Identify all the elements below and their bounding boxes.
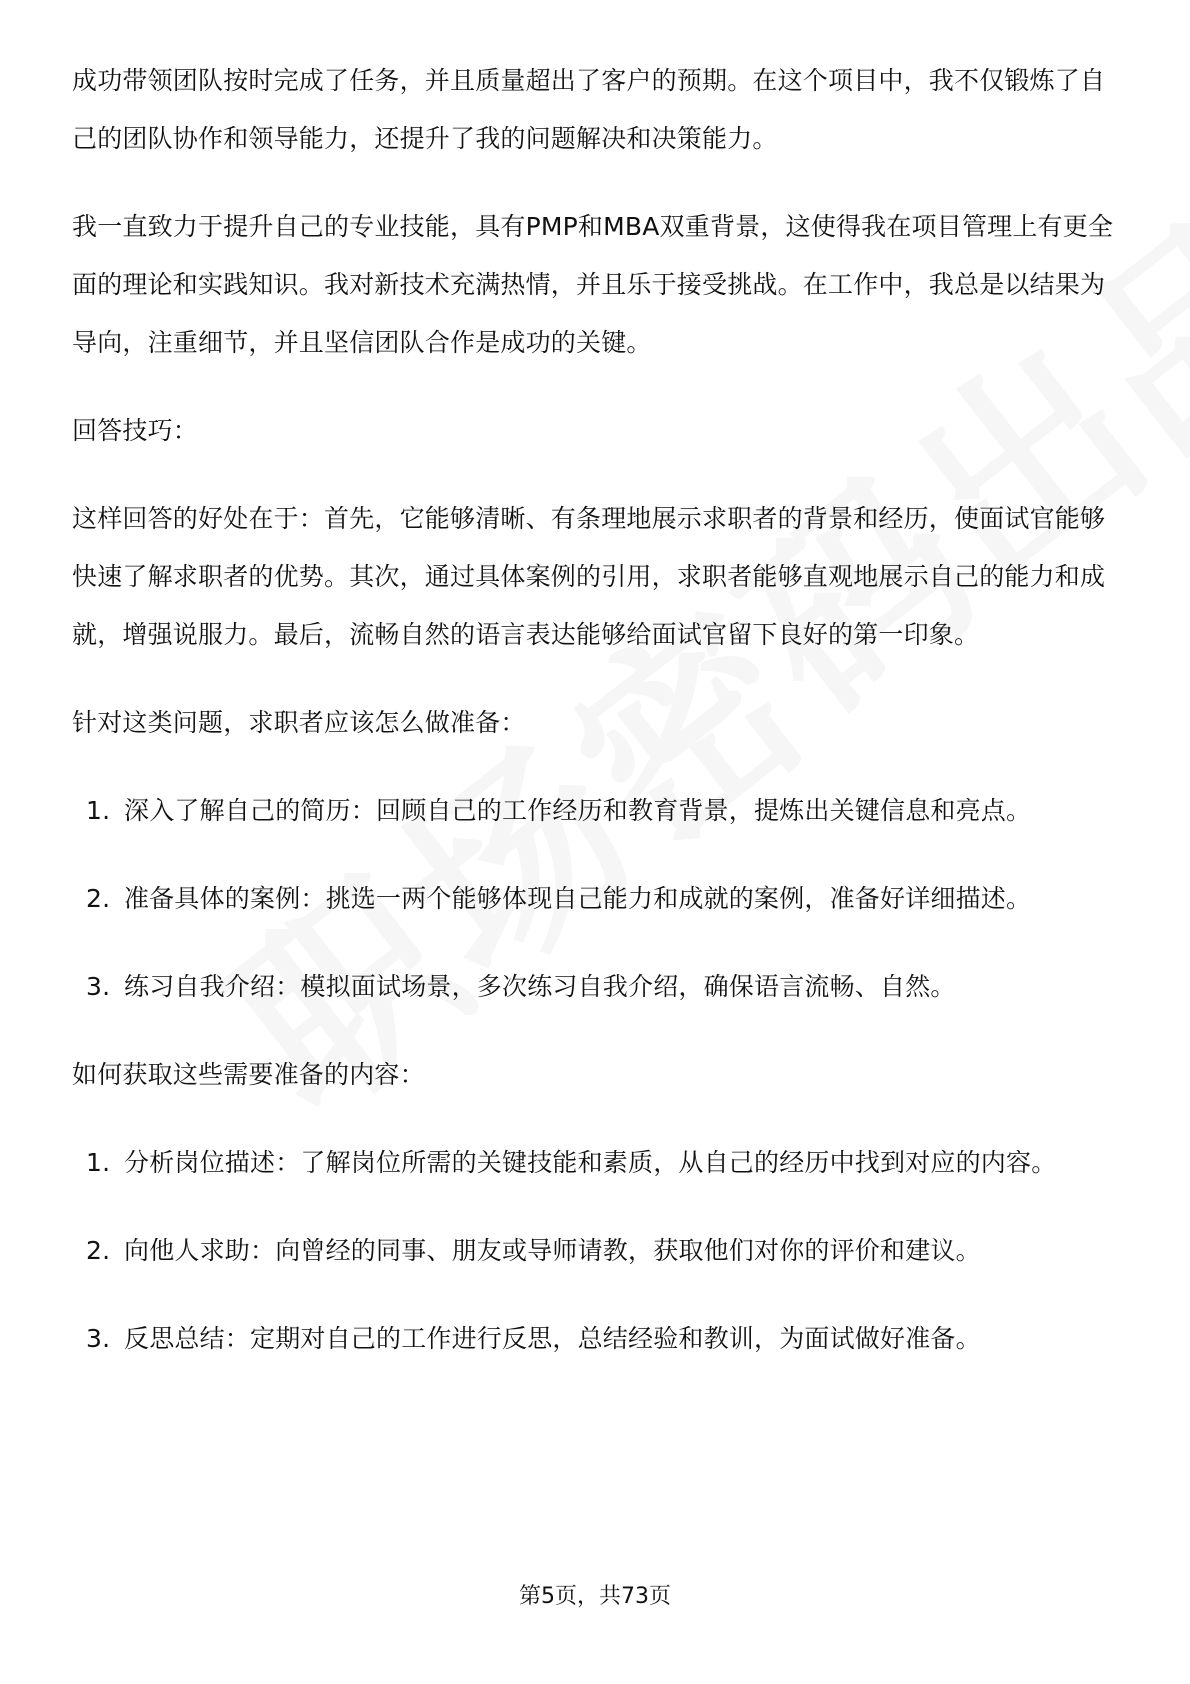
obtain-heading: 如何获取这些需要准备的内容： <box>72 1060 425 1089</box>
list-item <box>72 782 1118 840</box>
list-item-text: 反思总结：定期对自己的工作进行反思，总结经验和教训，为面试做好准备。 <box>124 1324 981 1353</box>
list-item-text: 准备具体的案例：挑选一两个能够体现自己能力和成就的案例，准备好详细描述。 <box>124 884 1032 913</box>
list-item <box>72 1134 1118 1192</box>
list-item <box>72 870 1118 928</box>
obtain-list <box>72 1134 1118 1368</box>
document-body <box>72 52 1118 1398</box>
paragraph-self-description: 我一直致力于提升自己的专业技能，具有PMP和MBA双重背景，这使得我在项目管理上有更全面的理论和实践知识。我对新技术充满热情，并且乐于接受挑战。在工作中，我总是以结果为导向，注重细节，并且坚信团队合作是成功的关键。 <box>72 212 1114 357</box>
list-item-text: 向他人求助：向曾经的同事、朋友或导师请教，获取他们对你的评价和建议。 <box>124 1236 981 1265</box>
prep-list <box>72 782 1118 1016</box>
list-item-number: 3. <box>86 972 111 1001</box>
list-item-text: 深入了解自己的简历：回顾自己的工作经历和教育背景，提炼出关键信息和亮点。 <box>124 796 1032 825</box>
page-number-footer: 第5页，共73页 <box>519 1584 671 1609</box>
list-item-number: 1. <box>86 1148 111 1177</box>
list-item <box>72 1222 1118 1280</box>
list-item-number: 2. <box>86 884 111 913</box>
tips-heading: 回答技巧： <box>72 416 199 445</box>
list-item <box>72 958 1118 1016</box>
list-item <box>72 1310 1118 1368</box>
paragraph-tips-body: 这样回答的好处在于：首先，它能够清晰、有条理地展示求职者的背景和经历，使面试官能够快速了解求职者的优势。其次，通过具体案例的引用，求职者能够直观地展示自己的能力和成就，增强说服力。最后，流畅自然的语言表达能够给面试官留下良好的第一印象。 <box>72 504 1106 649</box>
list-item-text: 练习自我介绍：模拟面试场景，多次练习自我介绍，确保语言流畅、自然。 <box>124 972 956 1001</box>
list-item-number: 2. <box>86 1236 111 1265</box>
list-item-text: 分析岗位描述：了解岗位所需的关键技能和素质，从自己的经历中找到对应的内容。 <box>124 1148 1057 1177</box>
prep-heading: 针对这类问题，求职者应该怎么做准备： <box>72 708 526 737</box>
list-item-number: 3. <box>86 1324 111 1353</box>
list-item-number: 1. <box>86 796 111 825</box>
paragraph-project-result: 成功带领团队按时完成了任务，并且质量超出了客户的预期。在这个项目中，我不仅锻炼了自己的团队协作和领导能力，还提升了我的问题解决和决策能力。 <box>72 66 1106 153</box>
